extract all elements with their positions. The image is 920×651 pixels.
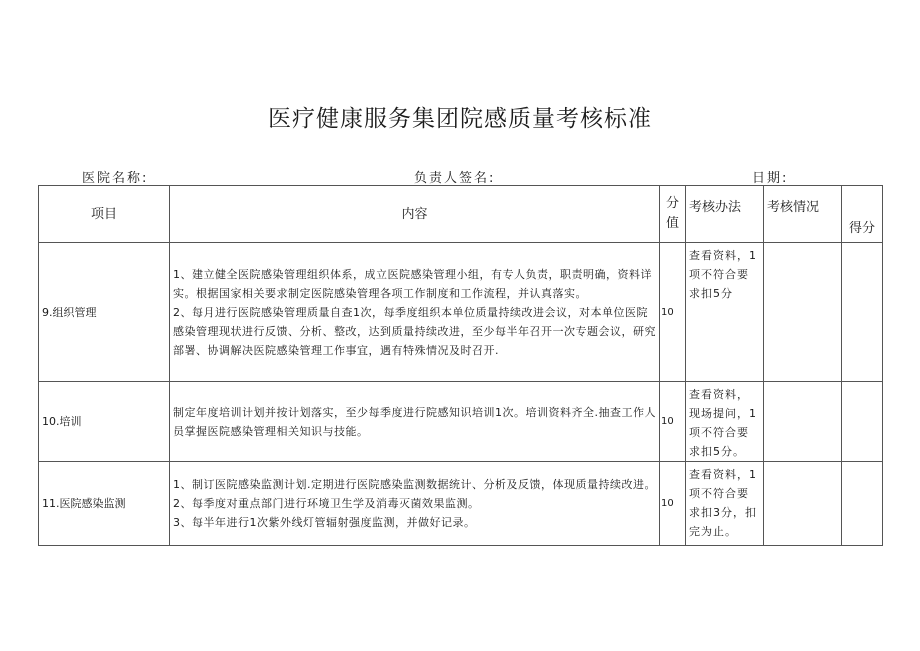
row-final-score-cell[interactable]: [842, 382, 883, 462]
row-method: 查看资料，现场提问，1项不符合要求扣5分。: [686, 382, 764, 462]
content-line: 2、每季度对重点部门进行环境卫生学及消毒灭菌效果监测。: [173, 497, 480, 510]
content-line: 1、制订医院感染监测计划.定期进行医院感染监测数据统计、分析及反馈，体现质量持续改进。: [173, 478, 656, 491]
header-status: 考核情况: [764, 186, 842, 243]
table-header-row: [39, 186, 883, 243]
content-line: 1、建立健全医院感染管理组织体系，成立医院感染管理小组，有专人负责，职责明确，资料详实。根据国家相关要求制定医院感染管理各项工作制度和工作流程，并认真落实。: [173, 267, 652, 300]
row-status-cell[interactable]: [764, 382, 842, 462]
row-final-score-cell[interactable]: [842, 243, 883, 382]
content-line: 制定年度培训计划并按计划落实，至少每季度进行院感知识培训1次。培训资料齐全.抽查工作人员掌握医院感染管理相关知识与技能。: [173, 405, 656, 438]
header-final-score: 得分: [842, 186, 883, 243]
row-content: [170, 243, 660, 382]
header-content: 内容: [170, 186, 660, 243]
header-score-line1: 分: [665, 196, 679, 211]
signature-label: 负责人签名:: [414, 171, 496, 186]
row-item: 11.医院感染监测: [39, 462, 170, 546]
row-status-cell[interactable]: [764, 243, 842, 382]
header-score: [660, 186, 686, 243]
row-content: [170, 462, 660, 546]
hospital-name-label: 医院名称:: [82, 171, 149, 186]
table-row: [39, 462, 883, 546]
row-method: 查看资料，1项不符合要求扣5分: [686, 243, 764, 382]
row-content: [170, 382, 660, 462]
row-score: 10: [660, 243, 686, 382]
table-row: [39, 243, 883, 382]
header-method: 考核办法: [686, 186, 764, 243]
row-item: 10.培训: [39, 382, 170, 462]
header-score-line2: 值: [665, 216, 679, 231]
row-item: 9.组织管理: [39, 243, 170, 382]
content-line: 3、每半年进行1次紫外线灯管辐射强度监测，并做好记录。: [173, 516, 476, 529]
table-row: [39, 382, 883, 462]
row-status-cell[interactable]: [764, 462, 842, 546]
page-title: 医疗健康服务集团院感质量考核标准: [268, 106, 652, 132]
row-method: 查看资料，1项不符合要求扣3分，扣完为止。: [686, 462, 764, 546]
row-final-score-cell[interactable]: [842, 462, 883, 546]
row-score: 10: [660, 382, 686, 462]
header-item: 项目: [39, 186, 170, 243]
row-score: 10: [660, 462, 686, 546]
assessment-table: [38, 185, 883, 546]
content-line: 2、每月进行医院感染管理质量自查1次，每季度组织本单位质量持续改进会议，对本单位医院感染管理现状进行反馈、分析、整改，达到质量持续改进，至少每半年召开一次专题会议，研究部署、协调解决医院感染管理工作事宜，遇有特殊情况及时召开.: [173, 305, 656, 357]
date-label: 日期:: [752, 171, 789, 186]
